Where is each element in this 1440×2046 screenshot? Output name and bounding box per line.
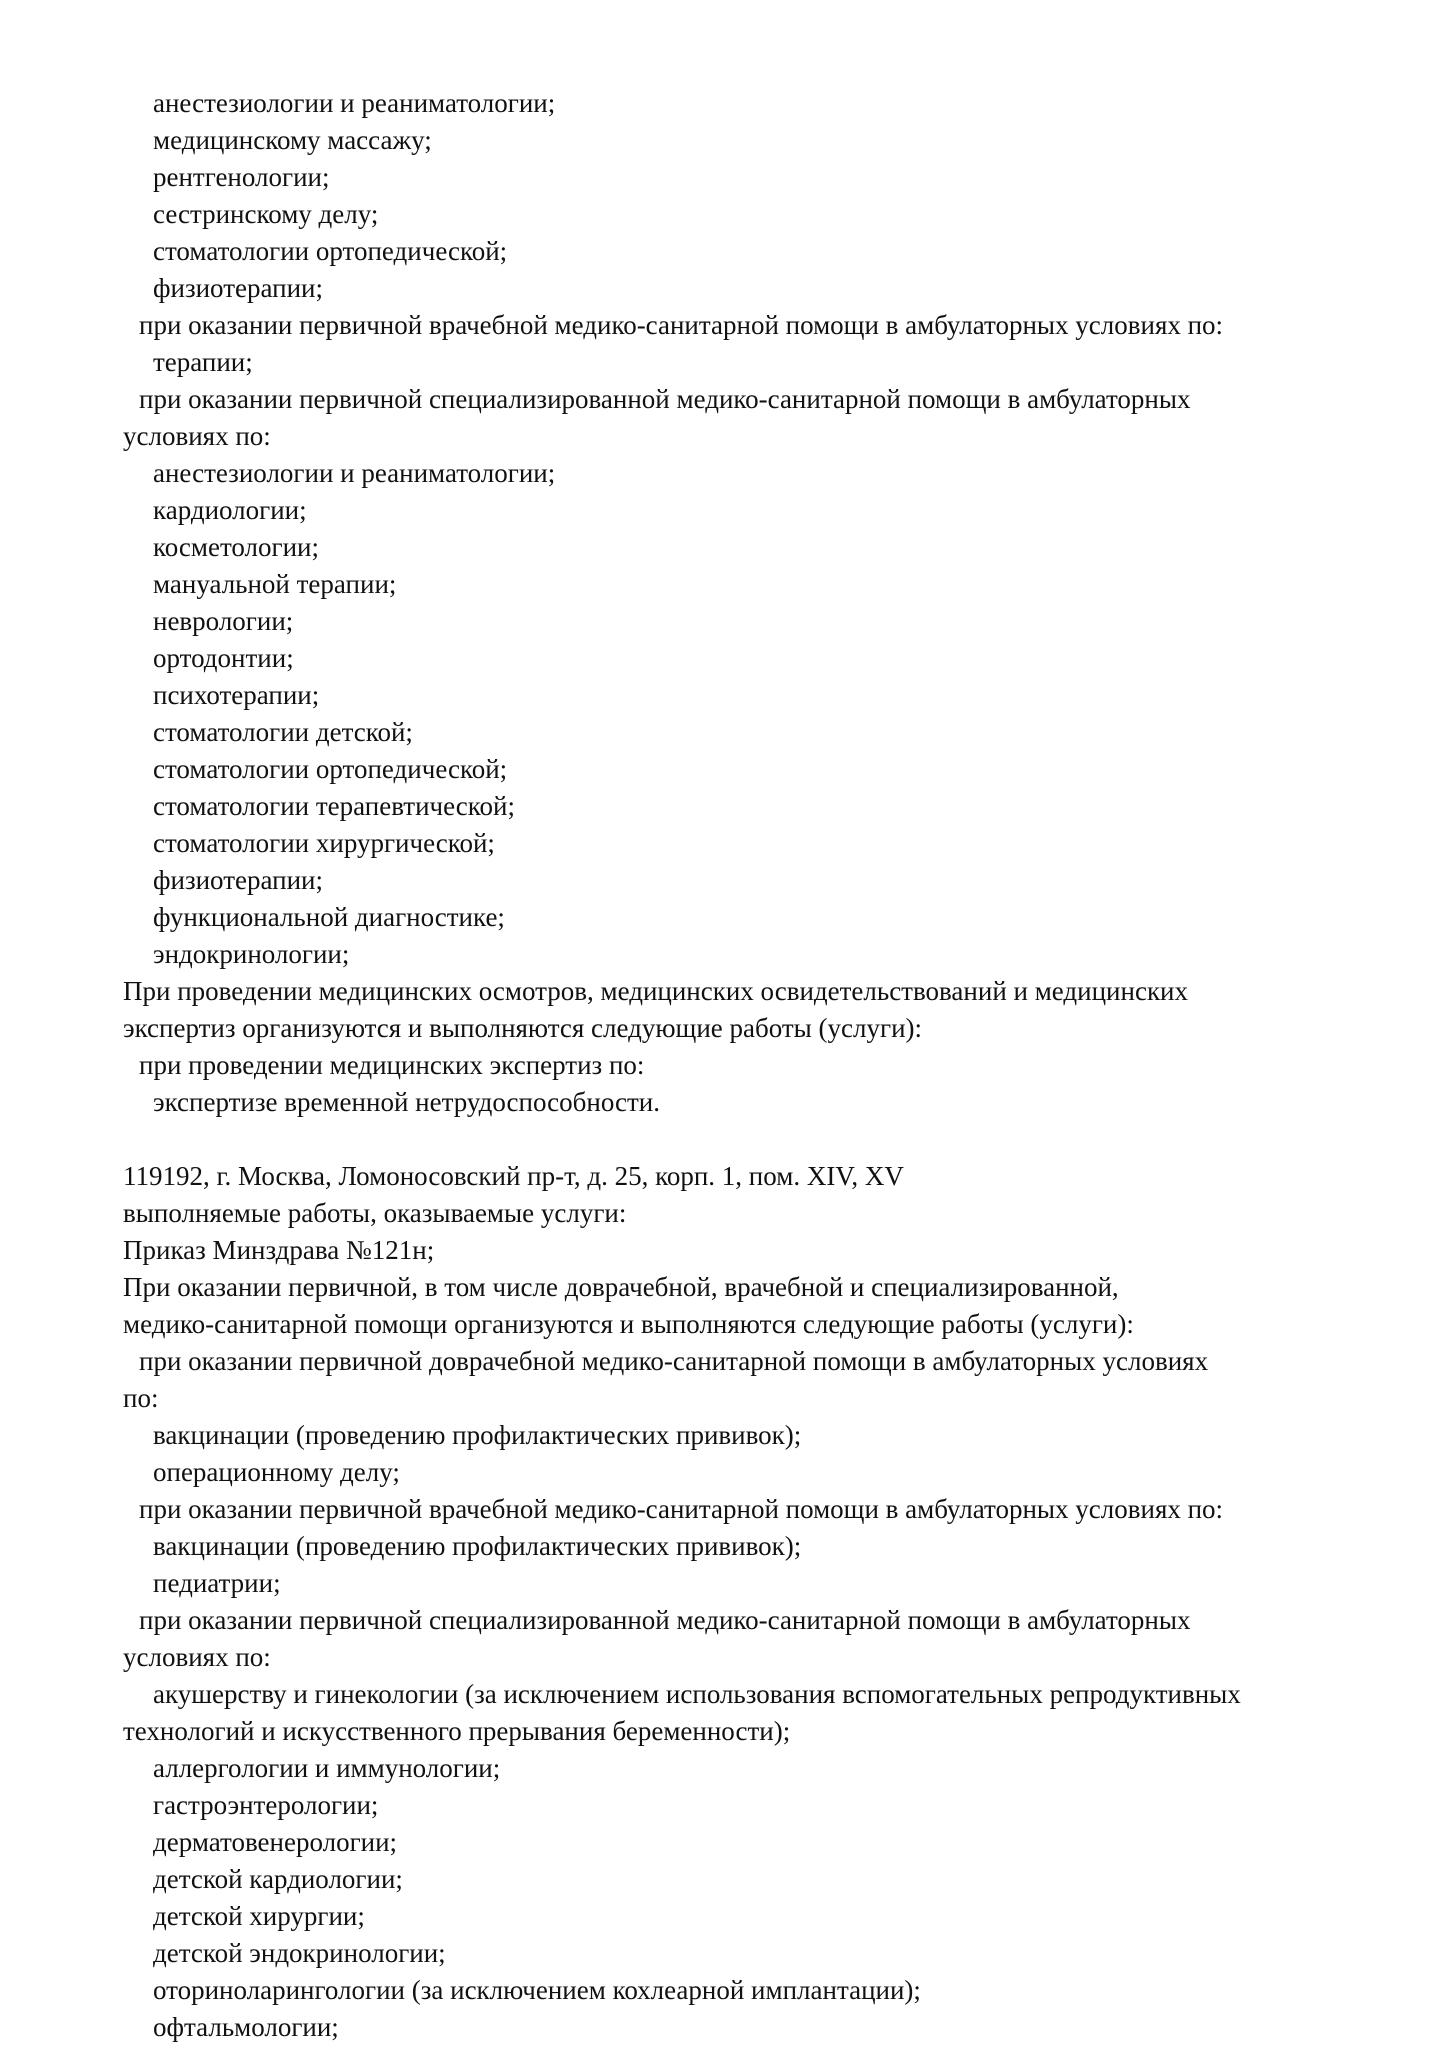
- list-item: экспертизе временной нетрудоспособности.: [153, 1087, 660, 1117]
- list-item: вакцинации (проведению профилактических прививок);: [153, 1420, 802, 1450]
- works-label: выполняемые работы, оказываемые услуги:: [123, 1198, 627, 1228]
- list-item: психотерапии;: [153, 680, 320, 710]
- block1-specialized-items: [123, 455, 1403, 973]
- section-heading-specialized-cont: условиях по:: [123, 421, 271, 451]
- block1-items-top: [123, 85, 1403, 307]
- section-heading-doctor: при оказании первичной врачебной медико-санитарной помощи в амбулаторных условиях по:: [139, 1494, 1224, 1524]
- document-page: [123, 85, 1403, 2046]
- section-heading-pre-doctor-cont: по:: [123, 1383, 159, 1413]
- list-item: косметологии;: [153, 532, 320, 562]
- list-item: детской хирургии;: [153, 1901, 365, 1931]
- list-item: офтальмологии;: [153, 2012, 339, 2042]
- list-item: физиотерапии;: [153, 273, 323, 303]
- list-item: стоматологии ортопедической;: [153, 236, 508, 266]
- list-item: оториноларингологии (за исключением кохлеарной имплантации);: [153, 1975, 921, 2005]
- list-item: функциональной диагностике;: [153, 902, 505, 932]
- paragraph-gap: [123, 1121, 1403, 1158]
- exams-paragraph-line1: При проведении медицинских осмотров, медицинских освидетельствований и медицинских: [123, 976, 1189, 1006]
- list-item: неврологии;: [153, 606, 294, 636]
- section-heading-primary-doctor: при оказании первичной врачебной медико-санитарной помощи в амбулаторных условиях по:: [139, 310, 1224, 340]
- intro-paragraph-line2: медико-санитарной помощи организуются и выполняются следующие работы (услуги):: [123, 1309, 1134, 1339]
- list-item: аллергологии и иммунологии;: [153, 1753, 501, 1783]
- list-item: дерматовенерологии;: [153, 1827, 398, 1857]
- list-item: операционному делу;: [153, 1457, 400, 1487]
- order-reference: Приказ Минздрава №121н;: [123, 1235, 435, 1265]
- list-item: сестринскому делу;: [153, 199, 379, 229]
- list-item: мануальной терапии;: [153, 569, 397, 599]
- intro-paragraph-line1: При оказании первичной, в том числе доврачебной, врачебной и специализированной,: [123, 1272, 1119, 1302]
- list-item: кардиологии;: [153, 495, 307, 525]
- list-item: медицинскому массажу;: [153, 125, 432, 155]
- exams-paragraph-line2: экспертиз организуются и выполняются следующие работы (услуги):: [123, 1013, 923, 1043]
- list-item-obstetrics: акушерству и гинекологии (за исключением использования вспомогательных репродуктивных: [153, 1679, 1241, 1709]
- list-item: физиотерапии;: [153, 865, 323, 895]
- section-heading-pre-doctor: при оказании первичной доврачебной медико-санитарной помощи в амбулаторных условиях: [139, 1346, 1209, 1376]
- block2-specialized-items: [123, 1750, 1403, 2046]
- section-heading-specialized: при оказании первичной специализированной медико-санитарной помощи в амбулаторных: [139, 384, 1191, 414]
- list-item: эндокринологии;: [153, 939, 350, 969]
- section-heading-specialized: при оказании первичной специализированной медико-санитарной помощи в амбулаторных: [139, 1605, 1191, 1635]
- list-item-obstetrics-cont: технологий и искусственного прерывания беременности);: [123, 1716, 791, 1746]
- list-item: анестезиологии и реаниматологии;: [153, 88, 556, 118]
- list-item: стоматологии детской;: [153, 717, 413, 747]
- list-item: анестезиологии и реаниматологии;: [153, 458, 556, 488]
- list-item: гастроэнтерологии;: [153, 1790, 379, 1820]
- list-item: детской кардиологии;: [153, 1864, 403, 1894]
- address: 119192, г. Москва, Ломоносовский пр-т, д. 25, корп. 1, пом. XIV, XV: [123, 1161, 904, 1191]
- list-item: вакцинации (проведению профилактических прививок);: [153, 1531, 802, 1561]
- section-heading-specialized-cont: условиях по:: [123, 1642, 271, 1672]
- list-item: детской эндокринологии;: [153, 1938, 446, 1968]
- list-item: ортодонтии;: [153, 643, 294, 673]
- list-item: стоматологии ортопедической;: [153, 754, 508, 784]
- list-item: стоматологии терапевтической;: [153, 791, 515, 821]
- list-item: педиатрии;: [153, 1568, 281, 1598]
- list-item: стоматологии хирургической;: [153, 828, 495, 858]
- section-heading-expertise: при проведении медицинских экспертиз по:: [139, 1050, 645, 1080]
- list-item: рентгенологии;: [153, 162, 330, 192]
- list-item: терапии;: [153, 347, 253, 377]
